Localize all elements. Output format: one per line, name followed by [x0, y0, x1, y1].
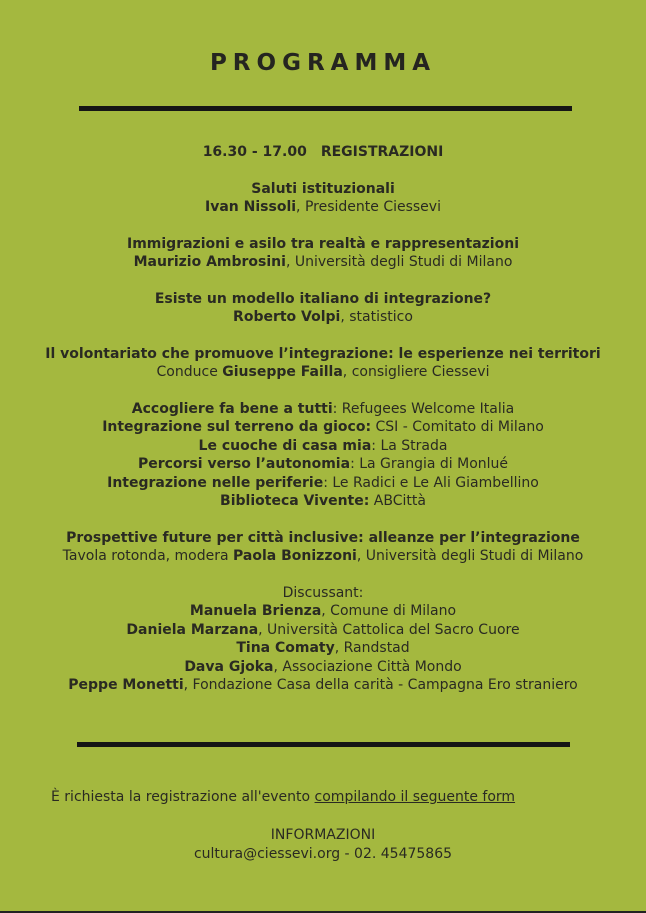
session-role: , Presidente Ciessevi [296, 199, 441, 215]
discussant-name: Tina Comaty [236, 640, 335, 656]
list-item [0, 639, 646, 658]
registration-text: È richiesta la registrazione all'evento [51, 789, 315, 805]
registration-time: 16.30 - 17.00 [202, 144, 307, 160]
registration-slot [0, 143, 646, 162]
roundtable-moderator: Paola Bonizzoni [233, 548, 357, 564]
session-speaker: Maurizio Ambrosini [133, 254, 286, 270]
experience-org: CSI - Comitato di Milano [371, 419, 544, 435]
roundtable-title: Prospettive future per città inclusive: alleanze per l’integrazione [66, 529, 580, 546]
session-speaker: Giuseppe Failla [222, 364, 343, 380]
experience-name: Integrazione sul terreno da gioco: [102, 419, 372, 435]
session-title: Immigrazioni e asilo tra realtà e rappresentazioni [126, 235, 519, 252]
experience-name: Percorsi verso l’autonomia [137, 456, 351, 472]
list-item [0, 492, 646, 511]
discussant-name: Dava Gjoka [184, 658, 274, 675]
list-item [0, 455, 646, 474]
session-1 [0, 180, 646, 217]
list-item [0, 658, 646, 677]
experience-name: Biblioteca Vivente: [220, 493, 370, 509]
experience-org: : Refugees Welcome Italia [332, 400, 515, 417]
session-title: Il volontariato che promuove l’integrazione: le esperienze nei territori [45, 345, 601, 362]
experience-name: Integrazione nelle periferie [107, 474, 324, 491]
experience-name: Accogliere fa bene a tutti [131, 400, 333, 417]
list-item [0, 676, 646, 695]
experience-name: Le cuoche di casa mia [198, 437, 372, 454]
session-title: Esiste un modello italiano di integrazione? [154, 290, 492, 307]
experience-org: : La Grangia di Monlué [350, 456, 509, 472]
discussant-org: , Fondazione Casa della carità - Campagna Ero straniero [183, 677, 578, 693]
session-role: , statistico [340, 309, 413, 325]
list-item [0, 400, 646, 419]
discussant-name: Manuela Brienza [189, 603, 322, 619]
discussant-org: , Randstad [334, 640, 410, 656]
top-divider [79, 106, 572, 111]
info-block [0, 826, 646, 864]
session-role: , Università degli Studi di Milano [285, 254, 513, 270]
discussant-name: Daniela Marzana [126, 621, 259, 638]
session-speaker: Roberto Volpi [233, 309, 341, 325]
roundtable-role: , Università degli Studi di Milano [356, 548, 584, 564]
program-list [0, 143, 646, 713]
discussant-org: , Università Cattolica del Sacro Cuore [258, 621, 520, 638]
experience-org: ABCittà [369, 493, 426, 509]
list-item [0, 418, 646, 437]
discussants-list [0, 584, 646, 695]
session-3 [0, 290, 646, 327]
session-prefix: Conduce [156, 364, 223, 380]
session-speaker: Ivan Nissoli [205, 199, 297, 215]
session-role: , consigliere Ciessevi [342, 364, 490, 380]
session-title: Saluti istituzionali [251, 180, 395, 197]
roundtable-prefix: Tavola rotonda, modera [62, 548, 234, 564]
discussant-org: , Comune di Milano [321, 603, 457, 619]
roundtable [0, 529, 646, 566]
discussants-label: Discussant: [282, 584, 364, 601]
registration-form-link[interactable]: compilando il seguente form [314, 789, 516, 805]
registration-note [51, 789, 515, 805]
list-item [0, 474, 646, 493]
discussant-org: , Associazione Città Mondo [273, 658, 462, 675]
discussant-name: Peppe Monetti [68, 677, 184, 693]
contact-line: cultura@ciessevi.org - 02. 45475865 [193, 846, 453, 862]
list-item [0, 437, 646, 456]
experience-org: : La Strada [371, 437, 448, 454]
bottom-divider [77, 742, 570, 747]
list-item [0, 602, 646, 621]
experience-org: : Le Radici e Le Ali Giambellino [323, 474, 539, 491]
experiences-list [0, 400, 646, 511]
list-item [0, 621, 646, 640]
session-2 [0, 235, 646, 272]
info-label: INFORMAZIONI [270, 827, 376, 843]
registration-label: REGISTRAZIONI [320, 144, 444, 160]
page-title: PROGRAMMA [209, 50, 437, 76]
session-4 [0, 345, 646, 382]
